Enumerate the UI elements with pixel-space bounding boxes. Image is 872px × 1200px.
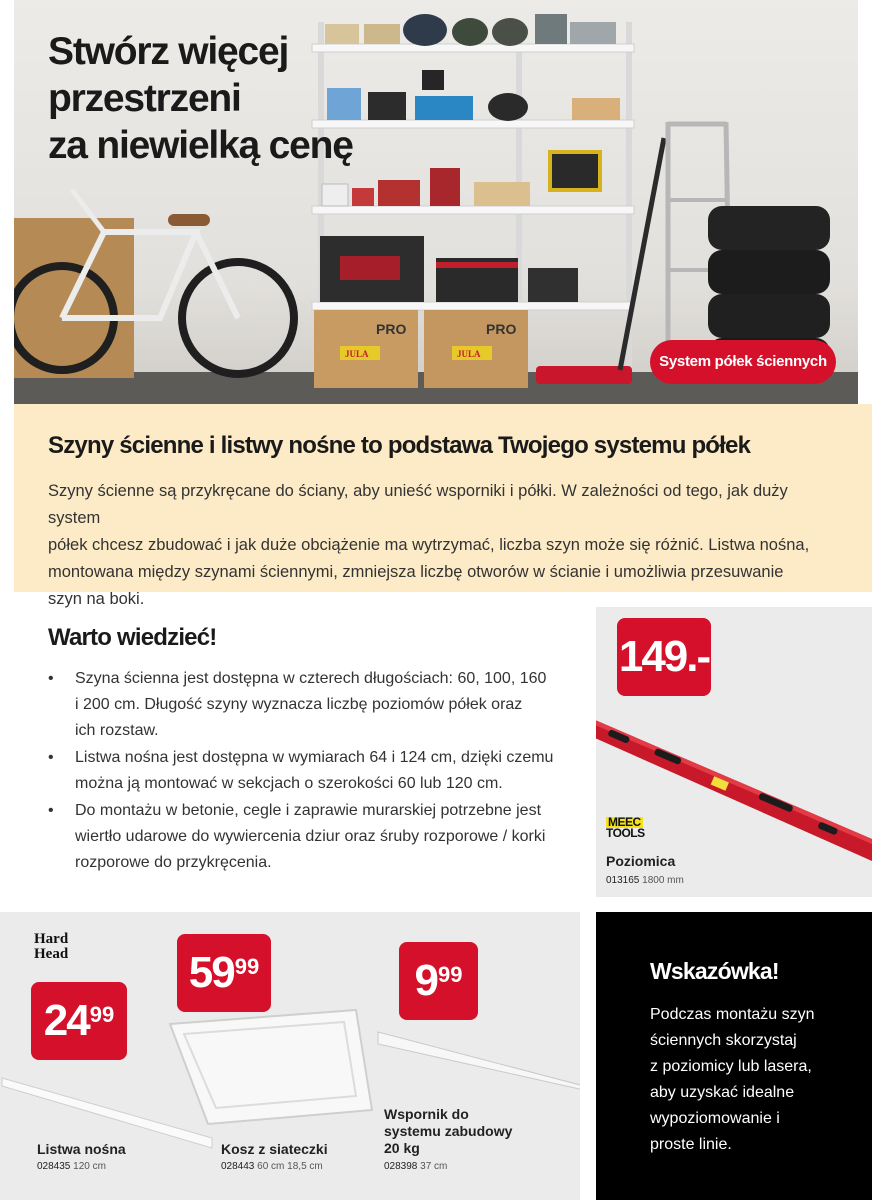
- system-pill-button[interactable]: System półek ściennych: [650, 340, 836, 384]
- price-suffix: .-: [686, 632, 710, 681]
- product-code: [384, 1161, 447, 1172]
- tip-title: Wskazówka!: [650, 958, 779, 984]
- info-body-line: Szyny ścienne są przykręcane do ściany, aby unieść wsporniki i półki. W zależności od tego, jak duży system: [48, 482, 788, 527]
- storage-box: [570, 22, 616, 44]
- product-name-line: Wspornik do: [384, 1106, 469, 1122]
- product-sku: 013165: [606, 875, 640, 886]
- product-name[interactable]: [37, 1141, 126, 1158]
- tip-line: ściennych skorzystaj: [650, 1032, 797, 1049]
- info-body-line: szyn na boki.: [48, 590, 145, 608]
- list-item-line: • Szyna ścienna jest dostępna w czterech długościach: 60, 100, 160: [75, 670, 547, 687]
- lamp: [422, 70, 444, 90]
- list-item-line: można ją montować w sekcjach o szerokości 60 lub 120 cm.: [75, 775, 503, 792]
- product-name-line: 20 kg: [384, 1140, 420, 1156]
- list-item-line: • Do montażu w betonie, cegle i zaprawie murarskiej potrzebne jest: [75, 802, 542, 819]
- box-brand: JULA: [457, 349, 481, 359]
- price-badge: [31, 982, 127, 1060]
- list-item-line: • Listwa nośna jest dostępna w wymiarach 64 i 124 cm, dzięki czemu: [75, 749, 554, 766]
- info-body-line: półek chcesz zbudować i jak duże obciążenie ma wytrzymać, liczba szyn może się różnić. Listwa nośna,: [48, 536, 810, 554]
- tip-line: proste linie.: [650, 1136, 732, 1153]
- bottles: [368, 92, 406, 120]
- product-code: [606, 875, 684, 886]
- shelf: [312, 302, 634, 310]
- battery: [528, 268, 578, 302]
- box: [322, 184, 348, 206]
- product-card-poziomica[interactable]: [596, 607, 872, 897]
- hero-title-line: Stwórz więcej: [48, 30, 289, 73]
- info-body-line: montowana między szynami ściennymi, zmniejsza liczbę otworów w ścianie i umożliwia przesuwanie: [48, 563, 784, 581]
- product-name-line: Kosz z siateczki: [221, 1141, 328, 1157]
- list-item: [48, 745, 568, 797]
- product-code: [221, 1161, 323, 1172]
- page-margin: [858, 0, 872, 404]
- hero-title-line: przestrzeni: [48, 77, 241, 120]
- price-main: 9: [414, 956, 437, 1005]
- tip-line: aby uzyskać idealne: [650, 1084, 795, 1101]
- price-cents: 99: [234, 953, 260, 979]
- list-item-line: rozporowe do przykręcenia.: [75, 854, 272, 871]
- meec-tools-logo: [606, 817, 645, 839]
- warto-list: [48, 666, 568, 877]
- price-badge: [617, 618, 711, 696]
- list-item-line: i 200 cm. Długość szyny wyznacza liczbę poziomów półek oraz: [75, 696, 523, 713]
- page-margin: [0, 0, 14, 404]
- hero-title: [48, 28, 353, 169]
- tip-line: z poziomicy lub lasera,: [650, 1058, 812, 1075]
- tool-case: [378, 180, 420, 206]
- wooden-crate: [474, 182, 530, 206]
- info-band: [14, 404, 872, 608]
- drill: [430, 168, 460, 206]
- product-sku: 028443: [221, 1161, 255, 1172]
- price-cents: 99: [438, 961, 463, 987]
- price-main: 149: [618, 632, 687, 681]
- box-label-pro: PRO: [486, 321, 517, 337]
- product-name[interactable]: [384, 1106, 512, 1157]
- shelf: [312, 206, 634, 214]
- price-cents: 99: [89, 1001, 115, 1027]
- box-label-pro: PRO: [376, 321, 407, 337]
- list-item: [48, 666, 568, 744]
- hero-title-line: za niewielką cenę: [48, 124, 353, 167]
- sleeping-bag: [492, 18, 528, 46]
- info-title: Szyny ścienne i listwy nośne to podstawa Twojego systemu półek: [48, 432, 751, 459]
- product-name-line: systemu zabudowy: [384, 1123, 513, 1139]
- sleeping-bag: [403, 14, 447, 46]
- logo-line: Hard: [34, 931, 69, 947]
- product-code: [37, 1161, 106, 1172]
- list-item: [48, 798, 568, 876]
- floor-jack: [536, 366, 632, 384]
- product-size: 120 cm: [73, 1161, 106, 1172]
- wooden-crate: [364, 24, 400, 44]
- tyre: [708, 206, 830, 250]
- tool-bag-strap: [340, 256, 400, 280]
- products-panel: [0, 912, 580, 1200]
- tool-box-stripe: [436, 262, 518, 268]
- sleeping-bag: [452, 18, 488, 46]
- hero-banner: [0, 0, 872, 404]
- box: [415, 96, 473, 120]
- list-item-line: ich rozstaw.: [75, 722, 159, 739]
- shelf: [312, 120, 634, 128]
- tip-body: [650, 1002, 850, 1158]
- product-size: 1800 mm: [642, 875, 684, 886]
- bracket-image: [378, 1032, 580, 1090]
- rail-image: [2, 1078, 212, 1148]
- logo-line: MEEC: [608, 815, 641, 829]
- product-sku: 028398: [384, 1161, 418, 1172]
- product-size: 37 cm: [420, 1161, 448, 1172]
- product-size: 60 cm 18,5 cm: [257, 1161, 323, 1172]
- work-light: [550, 152, 600, 190]
- product-sku: 028435: [37, 1161, 71, 1172]
- product-name: Poziomica: [606, 853, 676, 869]
- tyre: [708, 294, 830, 338]
- info-body: [48, 478, 838, 613]
- tip-line: wypoziomowanie i: [650, 1110, 780, 1127]
- warto-title: Warto wiedzieć!: [48, 624, 217, 651]
- tip-panel: [596, 912, 872, 1200]
- box: [352, 188, 374, 206]
- product-name[interactable]: [221, 1141, 328, 1158]
- list-item-line: wiertło udarowe do wywiercenia dziur oraz śruby rozporowe / korki: [75, 828, 546, 845]
- hard-head-logo: [34, 932, 68, 962]
- product-name-line: Listwa nośna: [37, 1141, 126, 1157]
- tip-line: Podczas montażu szyn: [650, 1006, 815, 1023]
- logo-line: TOOLS: [606, 826, 645, 840]
- price-main: 59: [188, 948, 234, 997]
- bicycle-saddle: [168, 214, 210, 226]
- box-brand: JULA: [345, 349, 369, 359]
- helmet: [488, 93, 528, 121]
- price-main: 24: [43, 996, 89, 1045]
- price-badge: [399, 942, 478, 1020]
- wooden-crate: [572, 98, 620, 120]
- price-badge: [177, 934, 271, 1012]
- logo-line: Head: [34, 946, 69, 962]
- bucket: [535, 14, 567, 44]
- tyre: [708, 250, 830, 294]
